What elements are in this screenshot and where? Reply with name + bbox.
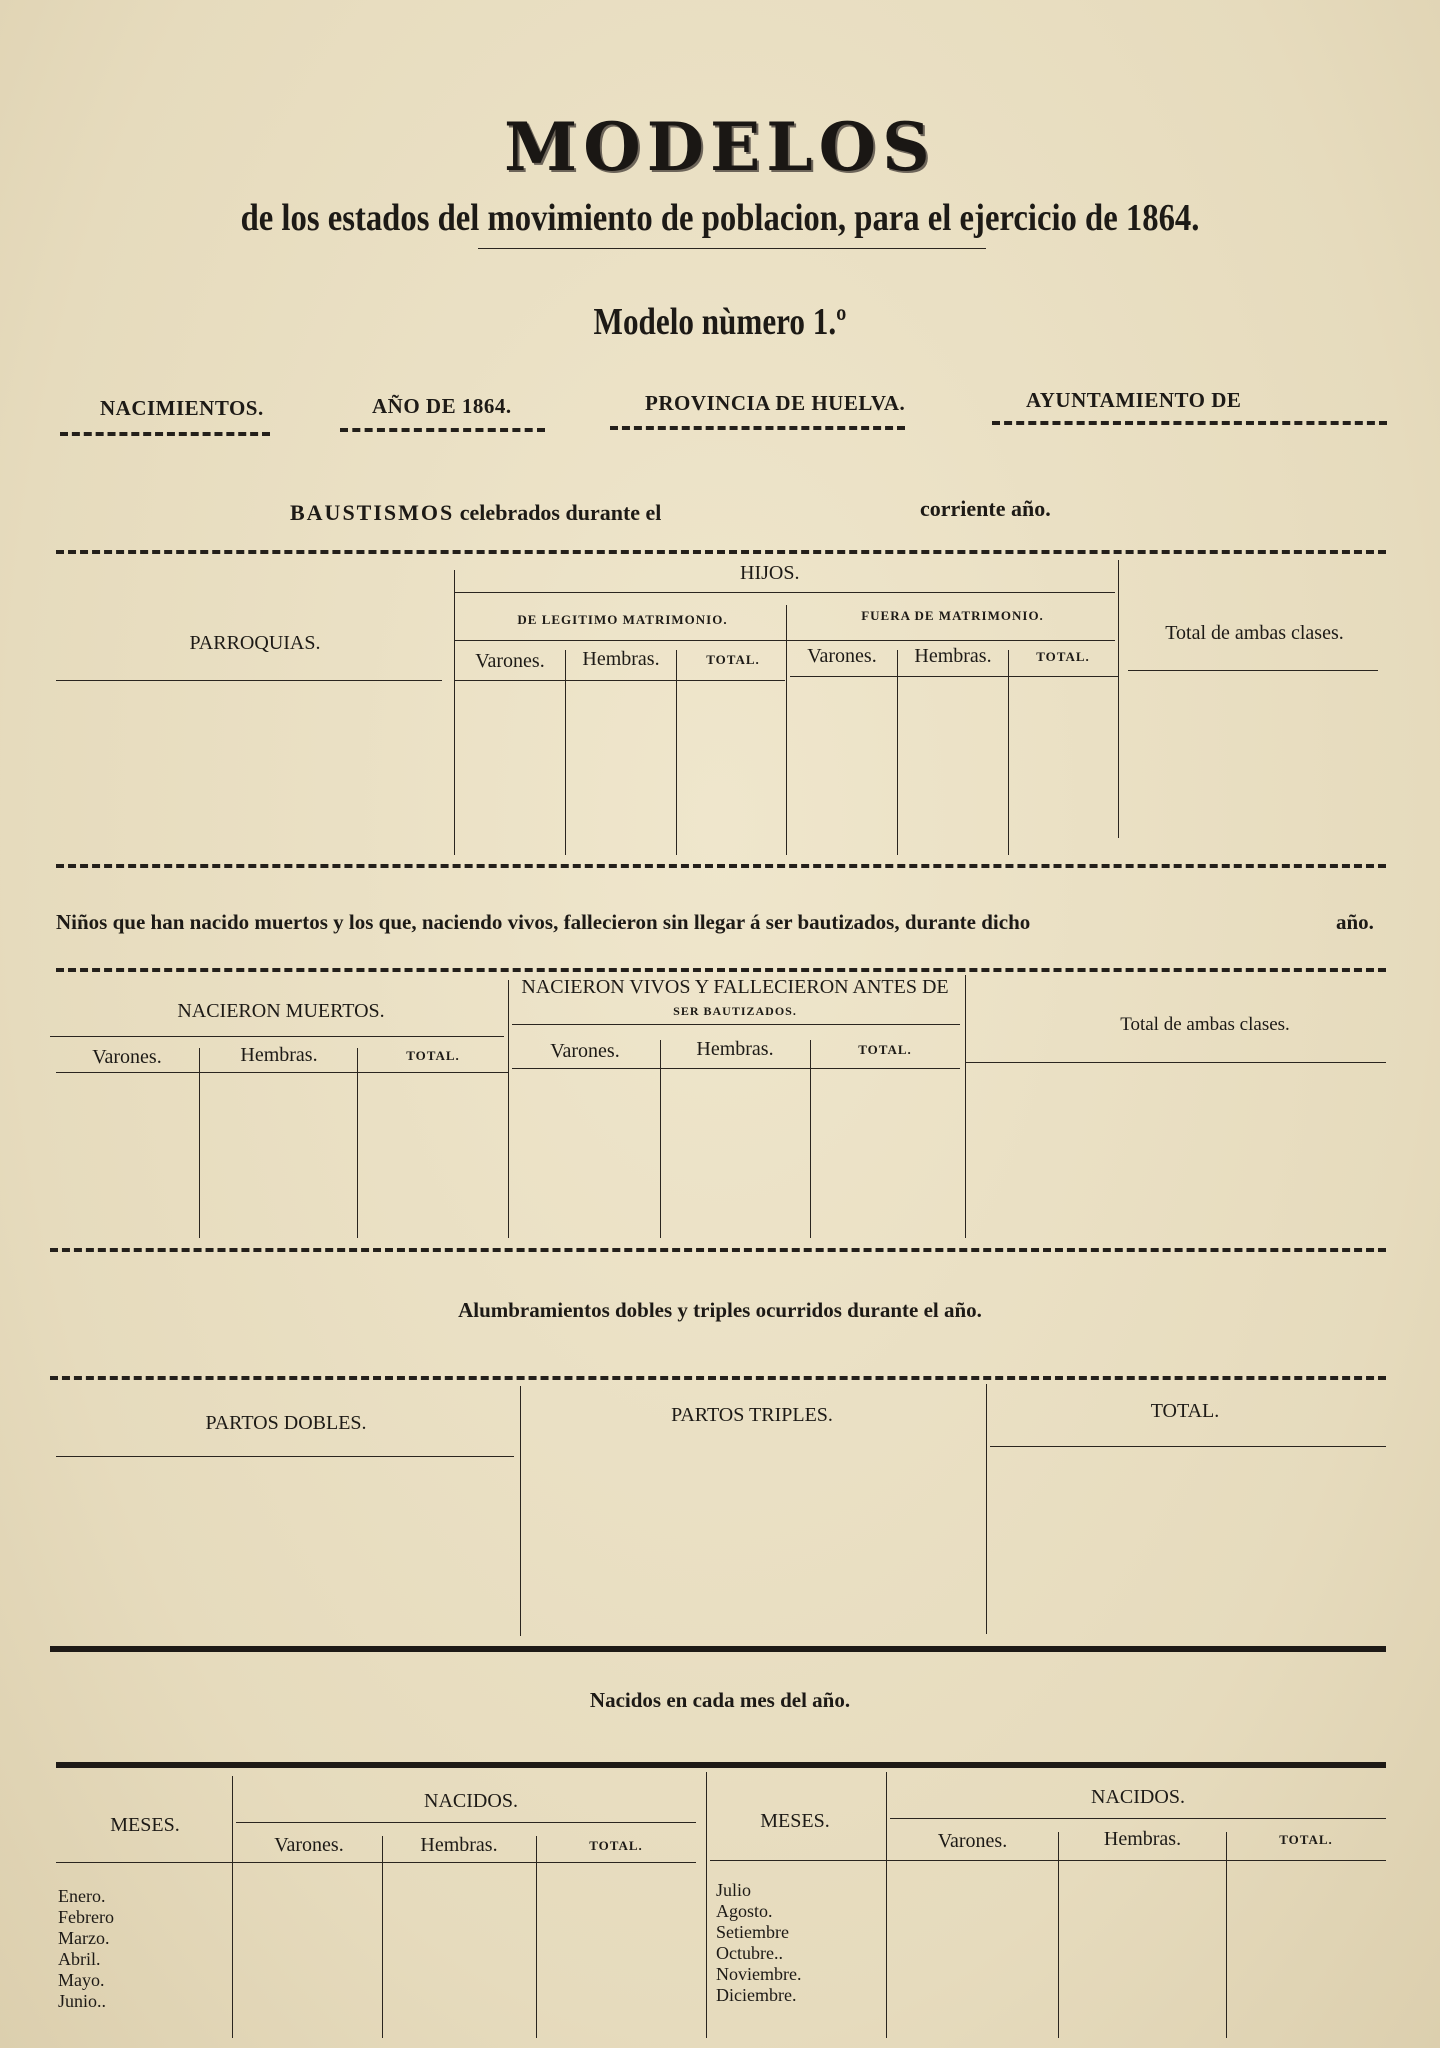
- varones-header: Varones.: [475, 650, 545, 672]
- header-underline: [50, 1036, 504, 1037]
- total-header: TOTAL.: [1279, 1832, 1333, 1847]
- column-divider: [1058, 1832, 1059, 2038]
- nacidos-header: NACIDOS.: [424, 1790, 518, 1812]
- month-row: Abril.: [58, 1949, 101, 1969]
- total-header: TOTAL.: [406, 1048, 460, 1063]
- year-label: AÑO DE 1864.: [372, 394, 512, 418]
- total-header: TOTAL.: [706, 652, 760, 667]
- meses-header: MESES.: [110, 1814, 180, 1836]
- section2-bottom-rule: [50, 1248, 1386, 1252]
- section4-top-rule: [56, 1762, 1386, 1768]
- column-divider: [706, 1772, 707, 2038]
- column-divider: [1226, 1832, 1227, 2038]
- nacidos-underline: [890, 1818, 1386, 1819]
- section2-top-rule: [56, 968, 1386, 972]
- meses-header: MESES.: [760, 1810, 830, 1832]
- column-divider: [357, 1048, 358, 1238]
- header-underline: [966, 1062, 1386, 1063]
- header-underline: [512, 1024, 960, 1025]
- sub-underline: [455, 640, 1115, 641]
- vivos-header: NACIERON VIVOS Y FALLECIERON ANTES DE: [521, 976, 949, 998]
- hijos-underline: [455, 592, 1115, 593]
- legitimo-header: DE LEGITIMO MATRIMONIO.: [517, 612, 728, 627]
- ayuntamiento-label: AYUNTAMIENTO DE: [1026, 388, 1242, 412]
- month-row: Junio..: [58, 1991, 107, 2011]
- fuera-header: FUERA DE MATRIMONIO.: [861, 608, 1044, 623]
- section2-title: Niños que han nacido muertos y los que, naciendo vivos, fallecieron sin llegar á ser bautizados, durante dicho: [56, 910, 1031, 934]
- header-rule: [992, 421, 1387, 425]
- hembras-header: Hembras.: [696, 1038, 774, 1060]
- section4-title: Nacidos en cada mes del año.: [589, 1688, 851, 1712]
- column-divider: [565, 650, 566, 855]
- month-row: Agosto.: [716, 1901, 773, 1921]
- header-underline: [56, 1456, 514, 1457]
- subtitle-underline: [478, 248, 986, 249]
- hembras-header: Hembras.: [582, 648, 660, 670]
- month-row: Enero.: [58, 1886, 106, 1906]
- section1-title-end: corriente año.: [920, 496, 1051, 521]
- column-divider: [786, 605, 787, 855]
- column-divider: [1118, 560, 1119, 838]
- header-rule: [340, 428, 545, 432]
- months-list-right: [716, 1880, 886, 2006]
- nacidos-header: NACIDOS.: [1091, 1786, 1185, 1808]
- column-divider: [232, 1776, 233, 2038]
- page-title: MODELOS: [504, 108, 936, 186]
- column-divider: [810, 1040, 811, 1238]
- partos-triples-header: PARTOS TRIPLES.: [671, 1404, 833, 1426]
- hijos-header: HIJOS.: [740, 562, 800, 584]
- column-divider: [986, 1384, 987, 1634]
- column-divider: [508, 980, 509, 1238]
- column-divider: [886, 1772, 887, 2038]
- section1-title: BAUSTISMOS celebrados durante el: [290, 500, 662, 525]
- month-row: Mayo.: [58, 1970, 105, 1990]
- header-underline: [790, 676, 1118, 677]
- header-underline: [1128, 670, 1378, 671]
- section3-bottom-rule: [50, 1646, 1386, 1652]
- months-list-left: [58, 1886, 228, 2012]
- month-row: Febrero: [58, 1907, 114, 1927]
- column-divider: [676, 650, 677, 855]
- column-divider: [536, 1836, 537, 2038]
- partos-dobles-header: PARTOS DOBLES.: [205, 1412, 367, 1434]
- header-rule: [60, 432, 270, 436]
- nacimientos-label: NACIMIENTOS.: [100, 396, 264, 420]
- month-row: Marzo.: [58, 1928, 110, 1948]
- vivos-subheader: SER BAUTIZADOS.: [673, 1004, 797, 1018]
- hembras-header: Hembras.: [420, 1834, 498, 1856]
- parroquias-header: PARROQUIAS.: [189, 632, 321, 654]
- column-divider: [520, 1386, 521, 1636]
- varones-header: Varones.: [807, 645, 877, 667]
- column-divider: [382, 1836, 383, 2038]
- varones-header: Varones.: [274, 1834, 344, 1856]
- varones-header: Varones.: [92, 1046, 162, 1068]
- column-divider: [454, 570, 455, 855]
- column-divider: [199, 1048, 200, 1238]
- header-underline: [710, 1860, 1386, 1861]
- month-row: Octubre..: [716, 1943, 783, 1963]
- header-underline: [990, 1446, 1386, 1447]
- header-underline: [512, 1068, 960, 1069]
- month-row: Noviembre.: [716, 1964, 802, 1984]
- total-header: TOTAL.: [1150, 1400, 1220, 1422]
- section2-title-end: año.: [1336, 910, 1374, 934]
- header-underline: [455, 680, 785, 681]
- section3-title: Alumbramientos dobles y triples ocurridos durante el año.: [458, 1298, 982, 1322]
- varones-header: Varones.: [550, 1040, 620, 1062]
- month-row: Julio: [716, 1880, 752, 1900]
- month-row: Setiembre: [716, 1922, 789, 1942]
- column-divider: [660, 1040, 661, 1238]
- column-divider: [897, 650, 898, 855]
- hembras-header: Hembras.: [1103, 1828, 1182, 1850]
- column-divider: [1008, 650, 1009, 855]
- muertos-header: NACIERON MUERTOS.: [177, 1000, 385, 1022]
- column-divider: [965, 975, 966, 1238]
- total-header: TOTAL.: [589, 1838, 643, 1853]
- section3-top-rule: [50, 1376, 1386, 1380]
- hembras-header: Hembras.: [240, 1044, 318, 1066]
- province-label: PROVINCIA DE HUELVA.: [645, 391, 906, 415]
- nacidos-underline: [236, 1822, 696, 1823]
- total-ambas-header: Total de ambas clases.: [1165, 622, 1344, 644]
- model-number: Modelo nùmero 1.º: [593, 301, 847, 343]
- month-row: Diciembre.: [716, 1985, 797, 2005]
- hembras-header: Hembras.: [914, 645, 992, 667]
- varones-header: Varones.: [937, 1830, 1008, 1852]
- header-rule: [610, 426, 905, 430]
- page-subtitle: de los estados del movimiento de poblacion, para el ejercicio de 1864.: [240, 197, 1200, 239]
- total-header: TOTAL.: [1036, 649, 1090, 664]
- total-ambas-header: Total de ambas clases.: [1120, 1014, 1290, 1035]
- section1-bottom-rule: [56, 864, 1386, 868]
- header-underline: [56, 1862, 696, 1863]
- total-header: TOTAL.: [858, 1042, 912, 1057]
- section1-top-rule: [56, 550, 1386, 554]
- header-underline: [56, 1072, 508, 1073]
- header-underline: [56, 680, 442, 681]
